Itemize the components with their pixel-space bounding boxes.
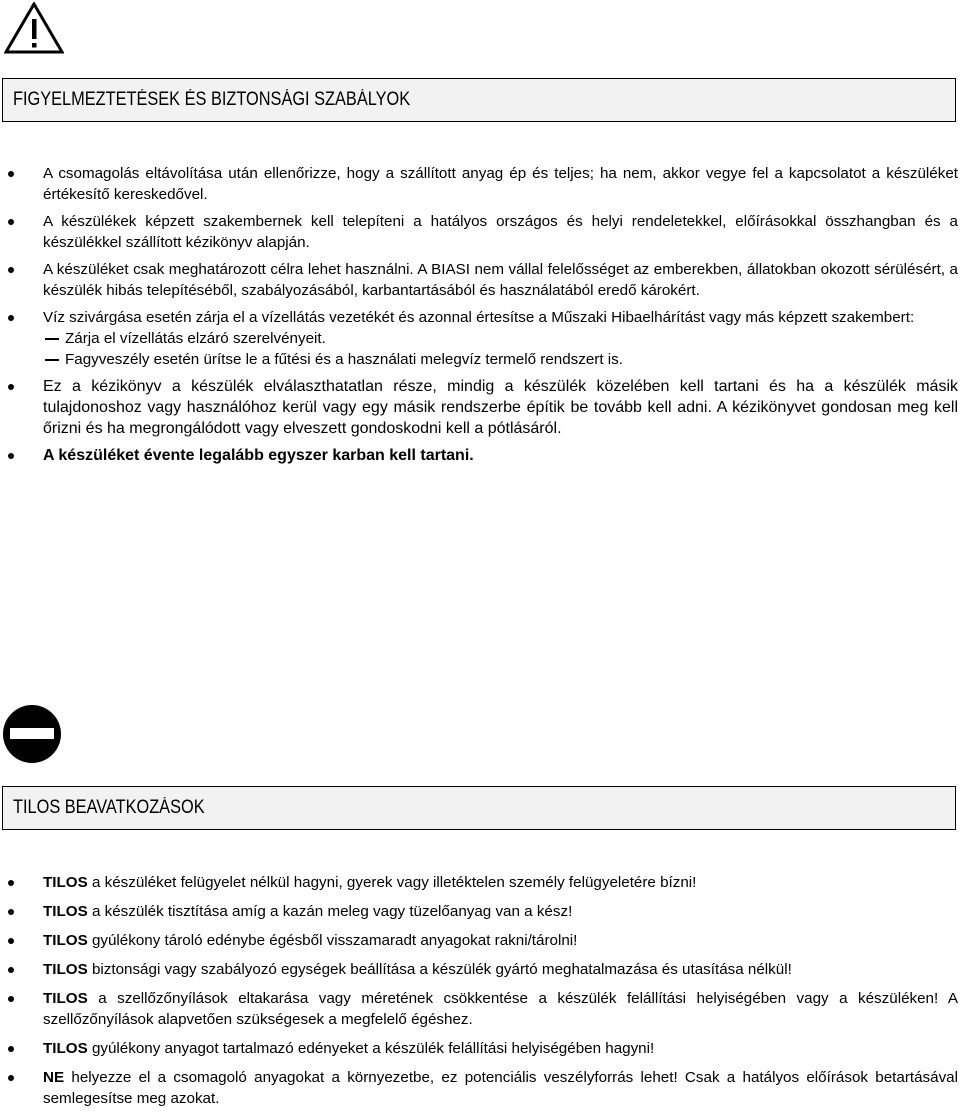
ban-section-title: TILOS BEAVATKOZÁSOK [13,797,205,818]
bullet-icon [8,967,14,973]
no-entry-icon [2,704,62,764]
list-item-emphasis: A készüléket évente legalább egyszer karban kell tartani. [0,445,958,466]
list-item: TILOS a szellőzőnyílások eltakarása vagy méretének csökkentése a készülék felállítási helyiségében vagy a készüléken! A szellőzőnyílások alapvetően szükségesek a megfelelő égéshez. [0,988,958,1030]
list-item: Ez a kézikönyv a készülék elválaszthatatlan része, mindig a készülék közelében kell tartani és ha a készülék másik tulajdonoshoz vagy használóhoz kerül vagy egy másik rendszerbe építik be tovább kell adni. A kézikönyvet gondosan meg kell őrizni és ha megrongálódott vagy elveszett gondoskodni kell a pótlásáról. [0,376,958,439]
list-item: A készülékek képzett szakembernek kell telepíteni a hatályos országos és helyi rendeletekkel, előírásokkal összhangban és a készülékkel szállított kézikönyv alapján. [0,211,958,253]
warning-section-title: FIGYELMEZTETÉSEK ÉS BIZTONSÁGI SZABÁLYOK [13,89,411,110]
bullet-icon [8,1046,14,1052]
bullet-icon [8,315,14,321]
bullet-icon [8,219,14,225]
ban-section-header [2,786,956,830]
bullet-icon [8,938,14,944]
dash-icon [45,338,59,340]
list-item: TILOS a készülék tisztítása amíg a kazán meleg vagy tüzelőanyag van a kész! [0,901,958,922]
list-item: NE helyezze el a csomagoló anyagokat a környezetbe, ez potenciális veszélyforrás lehet! Csak a hatályos előírások betartásával semlegesítse meg azokat. [0,1067,958,1109]
bullet-icon [8,1075,14,1081]
bullet-icon [8,880,14,886]
ban-list [0,872,958,1117]
bullet-icon [8,453,14,459]
list-item: TILOS biztonsági vagy szabályozó egységek beállítása a készülék gyártó meghatalmazása és utasítása nélkül! [0,959,958,980]
bullet-icon [8,996,14,1002]
dash-icon [45,359,59,361]
warning-triangle-icon [4,2,64,54]
warning-list [0,163,958,472]
bullet-icon [8,909,14,915]
bullet-icon [8,267,14,273]
bullet-icon [8,384,14,390]
list-item: TILOS gyúlékony tároló edénybe égésből visszamaradt anyagokat rakni/tárolni! [0,930,958,951]
list-item: Víz szivárgása esetén zárja el a vízellátás vezetékét és azonnal értesítse a Műszaki Hibaelhárítást vagy más képzett szakembert: Zárja el vízellátás elzáró szerelvényeit. Fagyveszély esetén ürítse le a fűtési és a használati melegvíz termelő rendszert is. [0,307,958,370]
list-item: A készüléket csak meghatározott célra lehet használni. A BIASI nem vállal felelősséget az emberekben, állatokban okozott sérülésért, a készülék hibás telepítéséből, szabályozásából, karbantartásából és használatából eredő károkért. [0,259,958,301]
sub-list-item: Zárja el vízellátás elzáró szerelvényeit. [43,328,958,349]
sub-list-item: Fagyveszély esetén ürítse le a fűtési és a használati melegvíz termelő rendszert is. [43,349,958,370]
list-item: TILOS a készüléket felügyelet nélkül hagyni, gyerek vagy illetéktelen személy felügyeletére bízni! [0,872,958,893]
bullet-icon [8,171,14,177]
warning-section-header [2,78,956,122]
list-item: TILOS gyúlékony anyagot tartalmazó edényeket a készülék felállítási helyiségében hagyni! [0,1038,958,1059]
list-item: A csomagolás eltávolítása után ellenőrizze, hogy a szállított anyag ép és teljes; ha nem, akkor vegye fel a kapcsolatot a készüléket értékesítő kereskedővel. [0,163,958,205]
